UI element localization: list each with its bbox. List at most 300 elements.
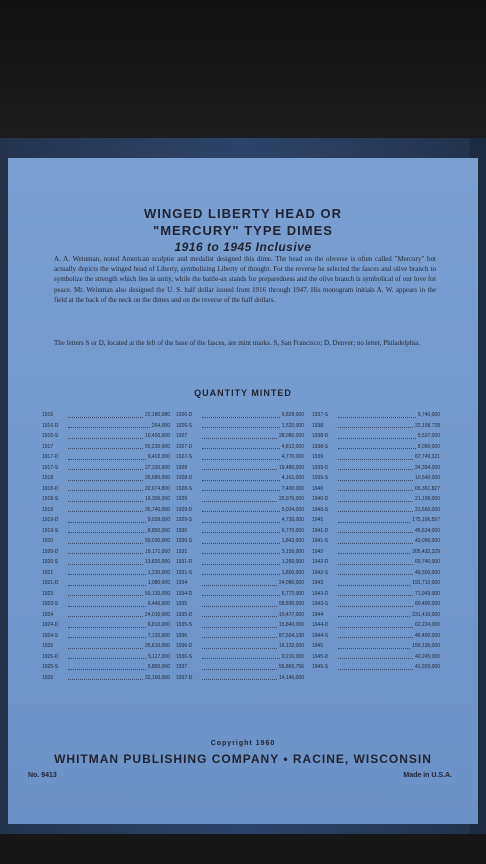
mintage-quantity: 3,150,000 bbox=[281, 548, 304, 555]
mintage-date: 1917-D bbox=[42, 454, 59, 460]
mintage-quantity: 8,090,000 bbox=[417, 443, 440, 450]
mintage-date: 1924-D bbox=[42, 622, 59, 628]
mintage-quantity: 41,920,000 bbox=[414, 664, 440, 670]
mintage-row bbox=[312, 463, 440, 474]
mintage-row bbox=[312, 599, 440, 610]
leader-dots bbox=[202, 547, 280, 555]
mintage-date: 1940-S bbox=[312, 506, 329, 513]
mintage-date: 1927-S bbox=[176, 454, 193, 460]
mintage-quantity: 231,410,000 bbox=[412, 611, 440, 618]
mint-marks-paragraph: The letters S or D, located at the left of the base of the fasces, are mint marks. S, San Francisco; D, Denver; no letter, Philadelphia. bbox=[54, 339, 420, 347]
mintage-quantity: 60,400,000 bbox=[414, 601, 440, 607]
mintage-date: 1927-D bbox=[176, 443, 193, 450]
mintage-row bbox=[312, 526, 440, 537]
mintage-row bbox=[42, 410, 170, 421]
mintage-quantity: 49,300,000 bbox=[414, 569, 440, 576]
mintage-row bbox=[312, 641, 440, 652]
mintage-quantity: 175,106,557 bbox=[412, 517, 440, 523]
mintage-date: 1931-D bbox=[176, 559, 193, 565]
mintage-quantity: 14,146,000 bbox=[278, 674, 304, 681]
leader-dots bbox=[68, 473, 143, 481]
mintage-date: 1935-D bbox=[176, 611, 193, 618]
mintage-quantity: 6,810,000 bbox=[147, 622, 170, 628]
mintage-quantity: 1,800,000 bbox=[281, 569, 304, 576]
leader-dots bbox=[68, 557, 143, 565]
mintage-row bbox=[312, 505, 440, 516]
leader-dots bbox=[68, 610, 143, 618]
leader-dots bbox=[338, 515, 410, 523]
mintage-quantity: 59,030,000 bbox=[144, 538, 170, 544]
leader-dots bbox=[338, 484, 413, 492]
leader-dots bbox=[68, 421, 150, 429]
leader-dots bbox=[68, 599, 146, 607]
mintage-column-2 bbox=[176, 410, 304, 683]
mintage-date: 1923-S bbox=[42, 601, 59, 607]
leader-dots bbox=[68, 673, 143, 681]
mintage-row bbox=[42, 452, 170, 463]
leader-dots bbox=[202, 641, 277, 649]
mintage-date: 1934-D bbox=[176, 590, 193, 597]
mintage-date: 1938-S bbox=[312, 443, 329, 450]
leader-dots bbox=[202, 568, 280, 576]
mintage-row bbox=[312, 473, 440, 484]
leader-dots bbox=[68, 568, 146, 576]
mintage-date: 1937-S bbox=[312, 412, 329, 418]
title-line-2: "MERCURY" TYPE DIMES bbox=[153, 223, 333, 238]
mintage-date: 1935-S bbox=[176, 622, 193, 628]
mintage-date: 1943-S bbox=[312, 601, 329, 607]
mintage-date: 1920 bbox=[42, 538, 54, 544]
mintage-date: 1939-D bbox=[312, 464, 329, 471]
mintage-row bbox=[42, 599, 170, 610]
mintage-date: 1936 bbox=[176, 632, 188, 639]
mintage-quantity: 55,230,000 bbox=[144, 443, 170, 450]
mintage-quantity: 24,010,000 bbox=[144, 611, 170, 618]
mintage-row bbox=[312, 620, 440, 631]
mintage-quantity: 21,560,000 bbox=[414, 506, 440, 513]
mintage-quantity: 4,730,000 bbox=[281, 517, 304, 523]
leader-dots bbox=[338, 578, 410, 586]
mintage-quantity: 87,504,130 bbox=[278, 632, 304, 639]
mintage-row bbox=[42, 484, 170, 495]
mintage-date: 1940 bbox=[312, 485, 324, 492]
leader-dots bbox=[338, 526, 413, 534]
leader-dots bbox=[68, 578, 146, 586]
mintage-row bbox=[312, 568, 440, 579]
mintage-date: 1944-D bbox=[312, 622, 329, 628]
mintage-row bbox=[42, 421, 170, 432]
mintage-row bbox=[42, 463, 170, 474]
mintage-quantity: 35,740,000 bbox=[144, 506, 170, 513]
mintage-row bbox=[176, 631, 304, 642]
mintage-date: 1944-S bbox=[312, 632, 329, 639]
catalog-number: No. 9413 bbox=[28, 772, 57, 779]
mintage-row bbox=[42, 442, 170, 453]
leader-dots bbox=[202, 421, 280, 429]
mintage-row bbox=[176, 410, 304, 421]
mintage-date: 1923 bbox=[42, 590, 54, 597]
mintage-row bbox=[176, 652, 304, 663]
mintage-row bbox=[176, 442, 304, 453]
mintage-quantity: 21,198,000 bbox=[414, 496, 440, 502]
leader-dots bbox=[202, 473, 280, 481]
mintage-quantity: 43,090,000 bbox=[414, 538, 440, 544]
mintage-row bbox=[42, 526, 170, 537]
mintage-row bbox=[42, 673, 170, 684]
leader-dots bbox=[338, 431, 416, 439]
mintage-column-1 bbox=[42, 410, 170, 683]
leader-dots bbox=[68, 536, 143, 544]
leader-dots bbox=[202, 494, 277, 502]
leader-dots bbox=[338, 452, 413, 460]
mintage-quantity: 8,850,000 bbox=[147, 527, 170, 534]
mintage-quantity: 71,949,000 bbox=[414, 590, 440, 597]
mintage-date: 1937 bbox=[176, 664, 188, 670]
mintage-date: 1942 bbox=[312, 548, 324, 555]
mintage-quantity: 264,000 bbox=[151, 422, 170, 429]
mintage-quantity: 1,080,000 bbox=[147, 580, 170, 586]
mintage-date: 1938-D bbox=[312, 433, 329, 439]
quantity-minted-heading: QUANTITY MINTED bbox=[194, 388, 292, 398]
leader-dots bbox=[338, 494, 413, 502]
mintage-row bbox=[42, 641, 170, 652]
leader-dots bbox=[202, 452, 280, 460]
mintage-date: 1925-D bbox=[42, 653, 59, 660]
mintage-date: 1919-S bbox=[42, 527, 59, 534]
leader-dots bbox=[68, 484, 143, 492]
mintage-quantity: 56,865,756 bbox=[278, 664, 304, 670]
leader-dots bbox=[68, 652, 146, 660]
publisher-line: WHITMAN PUBLISHING COMPANY • RACINE, WISCONSIN bbox=[54, 752, 432, 766]
mintage-row bbox=[312, 557, 440, 568]
mintage-quantity: 9,939,000 bbox=[147, 517, 170, 523]
mintage-row bbox=[176, 589, 304, 600]
mintage-quantity: 10,450,000 bbox=[144, 433, 170, 439]
leader-dots bbox=[68, 526, 146, 534]
leader-dots bbox=[202, 652, 280, 660]
mintage-date: 1916-S bbox=[42, 433, 59, 439]
mintage-quantity: 19,300,000 bbox=[144, 496, 170, 502]
leader-dots bbox=[202, 463, 277, 471]
mintage-date: 1924-S bbox=[42, 632, 59, 639]
mintage-date: 1919 bbox=[42, 506, 54, 513]
mintage-column-3 bbox=[312, 410, 440, 673]
mintage-row bbox=[42, 431, 170, 442]
mintage-date: 1945 bbox=[312, 643, 324, 649]
leader-dots bbox=[338, 662, 413, 670]
mintage-row bbox=[312, 431, 440, 442]
mintage-date: 1931 bbox=[176, 548, 188, 555]
mintage-quantity: 13,820,000 bbox=[144, 559, 170, 565]
mintage-quantity: 28,080,000 bbox=[278, 433, 304, 439]
mintage-row bbox=[176, 473, 304, 484]
mintage-quantity: 49,490,000 bbox=[414, 632, 440, 639]
mintage-row bbox=[312, 452, 440, 463]
leader-dots bbox=[202, 673, 277, 681]
mintage-date: 1924 bbox=[42, 611, 54, 618]
mintage-row bbox=[42, 473, 170, 484]
leader-dots bbox=[68, 641, 143, 649]
leader-dots bbox=[202, 557, 280, 565]
leader-dots bbox=[338, 610, 410, 618]
mintage-date: 1943-D bbox=[312, 590, 329, 597]
mintage-row bbox=[42, 547, 170, 558]
mintage-date: 1942-D bbox=[312, 559, 329, 565]
mintage-date: 1920-S bbox=[42, 559, 59, 565]
mintage-row bbox=[176, 484, 304, 495]
leader-dots bbox=[202, 526, 280, 534]
mintage-date: 1929-S bbox=[176, 517, 193, 523]
mintage-quantity: 5,537,000 bbox=[417, 433, 440, 439]
mintage-date: 1937-D bbox=[176, 674, 193, 681]
mintage-date: 1918 bbox=[42, 475, 54, 481]
mintage-row bbox=[312, 589, 440, 600]
mintage-row bbox=[312, 631, 440, 642]
leader-dots bbox=[202, 442, 280, 450]
mintage-row bbox=[312, 421, 440, 432]
mintage-row bbox=[42, 589, 170, 600]
mintage-row bbox=[176, 673, 304, 684]
mintage-quantity: 5,850,000 bbox=[147, 664, 170, 670]
mintage-quantity: 22,198,728 bbox=[414, 422, 440, 429]
leader-dots bbox=[202, 505, 280, 513]
mintage-quantity: 22,674,800 bbox=[144, 485, 170, 492]
leader-dots bbox=[338, 652, 413, 660]
made-in-label: Made in U.S.A. bbox=[403, 772, 452, 779]
mintage-row bbox=[312, 578, 440, 589]
mintage-quantity: 159,130,000 bbox=[412, 643, 440, 649]
mintage-quantity: 9,402,000 bbox=[147, 454, 170, 460]
leader-dots bbox=[202, 631, 277, 639]
mintage-date: 1928-S bbox=[176, 485, 193, 492]
mintage-quantity: 1,520,000 bbox=[281, 422, 304, 429]
mintage-quantity: 1,230,000 bbox=[147, 569, 170, 576]
mintage-date: 1930-S bbox=[176, 538, 193, 544]
leader-dots bbox=[338, 463, 413, 471]
mintage-row bbox=[42, 505, 170, 516]
leader-dots bbox=[338, 631, 413, 639]
mintage-date: 1941 bbox=[312, 517, 324, 523]
mintage-date: 1941-D bbox=[312, 527, 329, 534]
mintage-row bbox=[176, 547, 304, 558]
mintage-row bbox=[312, 515, 440, 526]
mintage-quantity: 19,171,000 bbox=[144, 548, 170, 555]
mintage-row bbox=[176, 641, 304, 652]
mintage-quantity: 1,843,000 bbox=[281, 538, 304, 544]
mintage-quantity: 27,330,000 bbox=[144, 464, 170, 471]
mintage-date: 1942-S bbox=[312, 569, 329, 576]
mintage-date: 1929 bbox=[176, 496, 188, 502]
mintage-row bbox=[176, 568, 304, 579]
mintage-row bbox=[176, 515, 304, 526]
mintage-row bbox=[42, 557, 170, 568]
mintage-row bbox=[42, 578, 170, 589]
mintage-date: 1926 bbox=[42, 674, 54, 681]
mintage-row bbox=[42, 662, 170, 673]
mintage-quantity: 191,710,000 bbox=[412, 580, 440, 586]
mintage-date: 1944 bbox=[312, 611, 324, 618]
mintage-quantity: 22,180,080 bbox=[144, 412, 170, 418]
mintage-row bbox=[312, 652, 440, 663]
leader-dots bbox=[338, 599, 413, 607]
mintage-quantity: 4,161,000 bbox=[281, 475, 304, 481]
mintage-row bbox=[42, 536, 170, 547]
mintage-date: 1918-S bbox=[42, 496, 59, 502]
mintage-date: 1921 bbox=[42, 569, 54, 576]
leader-dots bbox=[68, 442, 143, 450]
mintage-row bbox=[312, 610, 440, 621]
mintage-quantity: 65,361,827 bbox=[414, 485, 440, 492]
mintage-row bbox=[312, 536, 440, 547]
leader-dots bbox=[338, 557, 413, 565]
mintage-quantity: 67,749,321 bbox=[414, 454, 440, 460]
leader-dots bbox=[68, 463, 143, 471]
mintage-row bbox=[312, 547, 440, 558]
mintage-date: 1929-D bbox=[176, 506, 193, 513]
mintage-quantity: 45,634,000 bbox=[414, 527, 440, 534]
mintage-date: 1936-S bbox=[176, 653, 193, 660]
leader-dots bbox=[68, 547, 143, 555]
mintage-date: 1936-D bbox=[176, 643, 193, 649]
mintage-quantity: 6,772,000 bbox=[281, 590, 304, 597]
leader-dots bbox=[68, 431, 143, 439]
copyright-line: Copyright 1960 bbox=[210, 740, 276, 747]
leader-dots bbox=[68, 452, 146, 460]
mintage-date: 1927 bbox=[176, 433, 188, 439]
mintage-date: 1919-D bbox=[42, 517, 59, 523]
leader-dots bbox=[202, 536, 280, 544]
mintage-row bbox=[312, 484, 440, 495]
mintage-quantity: 10,477,000 bbox=[278, 611, 304, 618]
mintage-date: 1916 bbox=[42, 412, 54, 418]
mintage-row bbox=[176, 620, 304, 631]
leader-dots bbox=[202, 578, 277, 586]
leader-dots bbox=[68, 410, 143, 418]
mintage-quantity: 7,400,000 bbox=[281, 485, 304, 492]
mintage-date: 1925-S bbox=[42, 664, 59, 670]
leader-dots bbox=[68, 589, 143, 597]
designer-paragraph: A. A. Weinman, noted American sculptor and medalist designed this dime. The head on the obverse is often called "Mercury" but actually depicts the winged head of Liberty, symbolizing Liberty of thought. For the reverse he selected the fasces and olive branch to symbolize the strength which lies in unity, while the battle-ax stands for preparedness and the olive branch is symbolical of our love for peace. Mr. Weinman also designed the U. S. half dollar issued from 1916 through 1947. His monogram initials A. W. appears in the field at the back of the neck on the dimes and on the reverse of the half dollars. bbox=[54, 255, 436, 304]
mintage-date: 1926-S bbox=[176, 422, 193, 429]
mintage-row bbox=[312, 494, 440, 505]
mintage-quantity: 6,440,000 bbox=[147, 601, 170, 607]
leader-dots bbox=[338, 410, 416, 418]
mintage-quantity: 25,610,000 bbox=[144, 643, 170, 649]
leader-dots bbox=[338, 589, 413, 597]
leader-dots bbox=[68, 515, 146, 523]
leader-dots bbox=[338, 421, 413, 429]
leader-dots bbox=[338, 505, 413, 513]
leader-dots bbox=[202, 410, 280, 418]
coin-folder-card bbox=[8, 158, 478, 824]
mintage-row bbox=[176, 494, 304, 505]
mintage-date: 1928-D bbox=[176, 475, 193, 481]
mintage-quantity: 6,828,000 bbox=[281, 412, 304, 418]
leader-dots bbox=[202, 431, 277, 439]
leader-dots bbox=[202, 610, 277, 618]
mintage-quantity: 62,224,000 bbox=[414, 622, 440, 628]
leader-dots bbox=[338, 568, 413, 576]
leader-dots bbox=[202, 599, 277, 607]
mintage-quantity: 7,120,000 bbox=[147, 632, 170, 639]
leader-dots bbox=[68, 620, 146, 628]
mintage-row bbox=[42, 515, 170, 526]
mintage-row bbox=[312, 662, 440, 673]
mintage-quantity: 4,812,000 bbox=[281, 443, 304, 450]
mintage-date: 1917 bbox=[42, 443, 54, 450]
mintage-row bbox=[312, 410, 440, 421]
mintage-quantity: 26,680,000 bbox=[144, 475, 170, 481]
mintage-quantity: 19,480,000 bbox=[278, 464, 304, 471]
leader-dots bbox=[68, 494, 143, 502]
mintage-quantity: 5,117,000 bbox=[148, 653, 170, 660]
mintage-row bbox=[42, 631, 170, 642]
mintage-row bbox=[176, 557, 304, 568]
mintage-date: 1920-D bbox=[42, 548, 59, 555]
mintage-row bbox=[176, 526, 304, 537]
mintage-row bbox=[176, 452, 304, 463]
mintage-date: 1939-S bbox=[312, 475, 329, 481]
mintage-row bbox=[42, 620, 170, 631]
mintage-quantity: 24,394,000 bbox=[414, 464, 440, 471]
mintage-row bbox=[176, 431, 304, 442]
mintage-date: 1917-S bbox=[42, 464, 59, 471]
date-range-subtitle: 1916 to 1945 Inclusive bbox=[174, 240, 312, 254]
mintage-date: 1916-D bbox=[42, 422, 59, 429]
mintage-quantity: 4,770,000 bbox=[281, 454, 304, 460]
mintage-date: 1921-D bbox=[42, 580, 59, 586]
mintage-date: 1926-D bbox=[176, 412, 193, 418]
mintage-row bbox=[176, 599, 304, 610]
leader-dots bbox=[202, 620, 277, 628]
mintage-row bbox=[176, 662, 304, 673]
mintage-row bbox=[176, 505, 304, 516]
leader-dots bbox=[202, 515, 280, 523]
mintage-quantity: 40,245,000 bbox=[414, 653, 440, 660]
mintage-quantity: 5,034,000 bbox=[281, 506, 304, 513]
mintage-row bbox=[176, 610, 304, 621]
mintage-quantity: 15,840,000 bbox=[278, 622, 304, 628]
mintage-date: 1928 bbox=[176, 464, 188, 471]
background-shadow bbox=[0, 0, 486, 140]
mintage-quantity: 9,740,000 bbox=[417, 412, 440, 418]
mintage-date: 1943 bbox=[312, 580, 324, 586]
mintage-date: 1939 bbox=[312, 454, 324, 460]
mintage-quantity: 6,770,000 bbox=[281, 527, 304, 534]
mintage-quantity: 58,830,000 bbox=[278, 601, 304, 607]
mintage-quantity: 10,540,000 bbox=[414, 475, 440, 481]
mintage-date: 1941-S bbox=[312, 538, 329, 544]
mintage-row bbox=[176, 578, 304, 589]
mintage-row bbox=[42, 610, 170, 621]
mintage-quantity: 50,130,000 bbox=[144, 590, 170, 597]
mintage-date: 1934 bbox=[176, 580, 188, 586]
mintage-quantity: 9,210,000 bbox=[281, 653, 304, 660]
mintage-quantity: 60,740,000 bbox=[414, 559, 440, 565]
leader-dots bbox=[338, 620, 413, 628]
mintage-date: 1931-S bbox=[176, 569, 193, 576]
leader-dots bbox=[68, 662, 146, 670]
mintage-date: 1925 bbox=[42, 643, 54, 649]
mintage-row bbox=[312, 442, 440, 453]
leader-dots bbox=[202, 589, 280, 597]
mintage-row bbox=[176, 463, 304, 474]
mintage-row bbox=[42, 494, 170, 505]
mintage-date: 1945-S bbox=[312, 664, 329, 670]
leader-dots bbox=[202, 662, 277, 670]
mintage-quantity: 1,260,000 bbox=[281, 559, 304, 565]
mintage-date: 1938 bbox=[312, 422, 324, 429]
